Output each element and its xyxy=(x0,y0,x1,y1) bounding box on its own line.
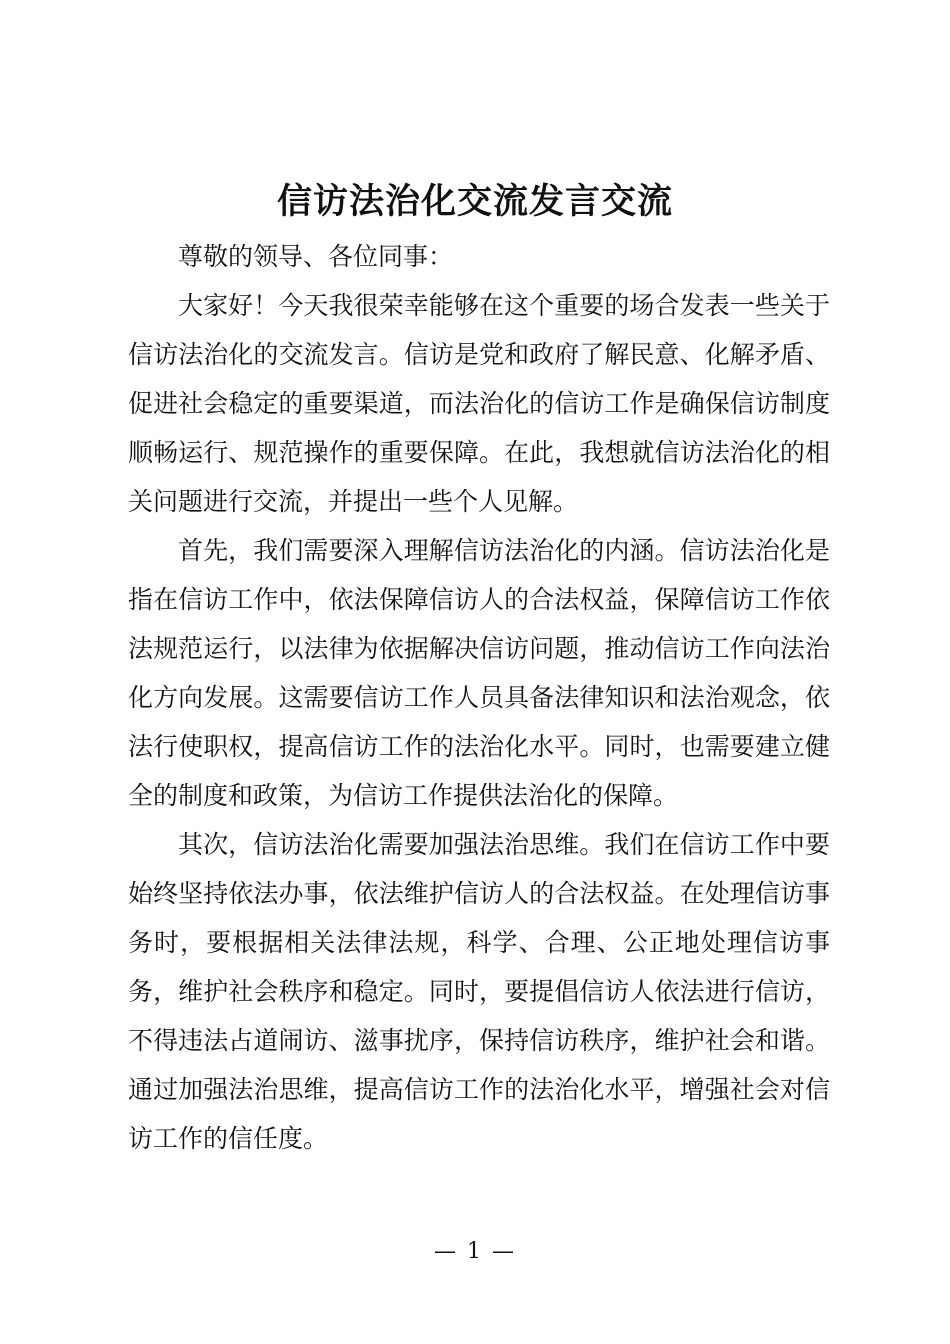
paragraph-3: 其次，信访法治化需要加强法治思维。我们在信访工作中要始终坚持依法办事，依法维护信访人的合法权益。在处理信访事务时，要根据相关法律法规，科学、合理、公正地处理信访事务，维护社会秩序和稳定。同时，要提倡信访人依法进行信访，不得违法占道闹访、滋事扰序，保持信访秩序，维护社会和谐。通过加强法治思维，提高信访工作的法治化水平，增强社会对信访工作的信任度。 xyxy=(128,830,830,1153)
paragraph-2: 首先，我们需要深入理解信访法治化的内涵。信访法治化是指在信访工作中，依法保障信访人的合法权益，保障信访工作依法规范运行，以法律为依据解决信访问题，推动信访工作向法治化方向发展。这需要信访工作人员具备法律知识和法治观念，依法行使职权，提高信访工作的法治化水平。同时，也需要建立健全的制度和政策，为信访工作提供法治化的保障。 xyxy=(128,536,830,810)
document-title: 信访法治化交流发言交流 xyxy=(276,181,673,222)
salutation: 尊敬的领导、各位同事： xyxy=(178,242,454,271)
document-body xyxy=(128,232,830,1163)
page-number: — 1 — xyxy=(434,1239,516,1264)
paragraph-1: 大家好！今天我很荣幸能够在这个重要的场合发表一些关于信访法治化的交流发言。信访是党和政府了解民意、化解矛盾、促进社会稳定的重要渠道，而法治化的信访工作是确保信访制度顺畅运行、规范操作的重要保障。在此，我想就信访法治化的相关问题进行交流，并提出一些个人见解。 xyxy=(128,291,830,516)
